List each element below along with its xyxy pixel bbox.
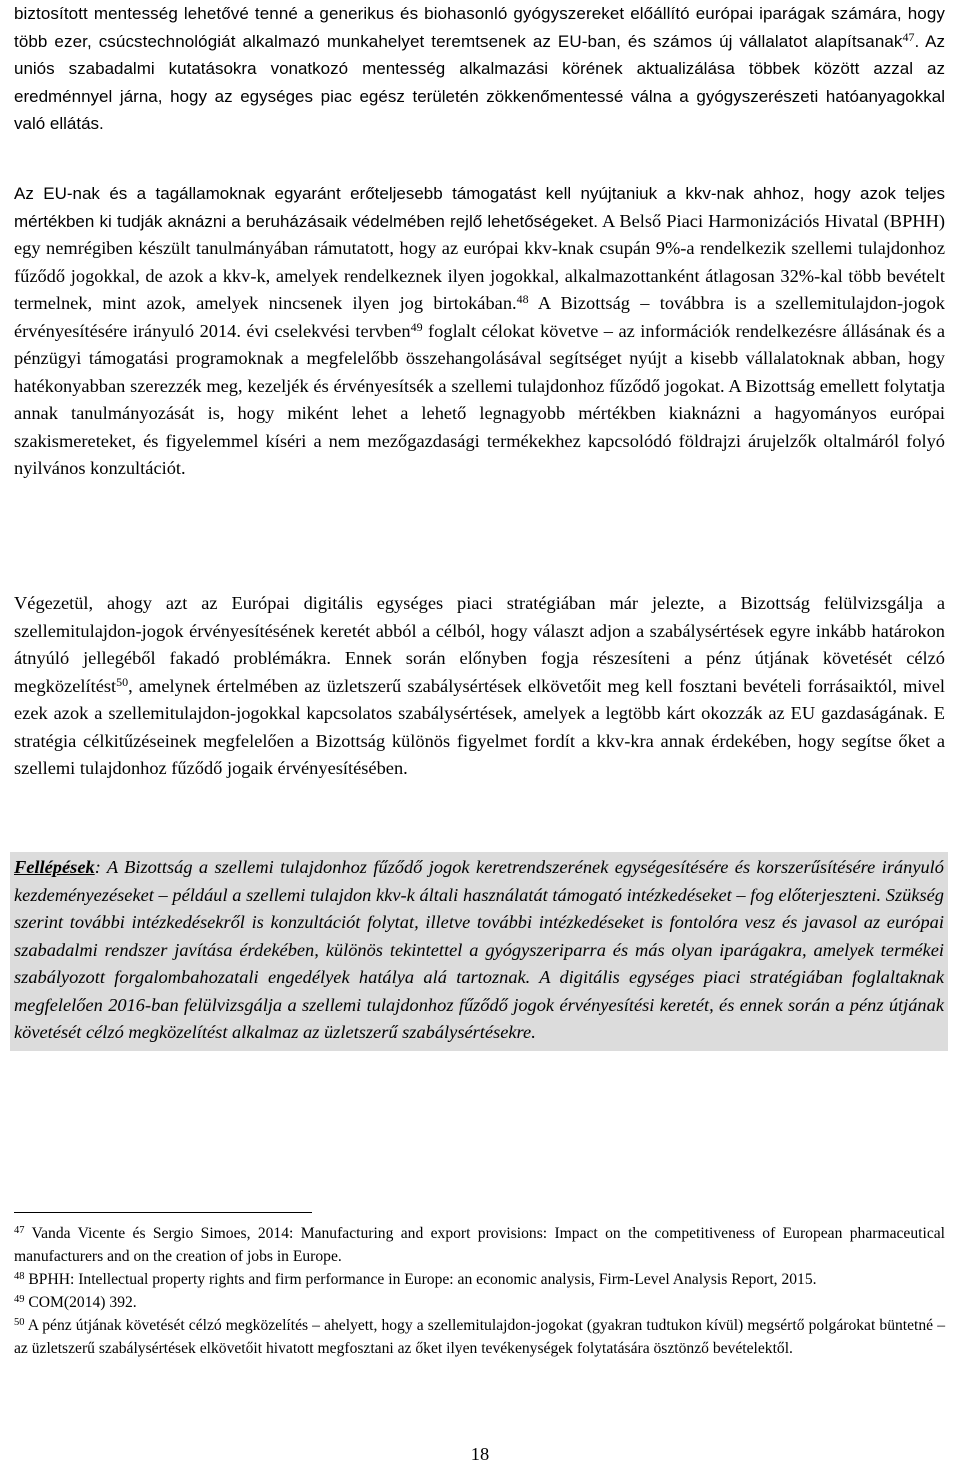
- footnote-number: 49: [14, 1294, 25, 1305]
- footnote-ref-50[interactable]: 50: [116, 674, 129, 689]
- footnote-49: [14, 1291, 945, 1314]
- footnote-48: [14, 1268, 945, 1291]
- footnote-47: [14, 1222, 945, 1268]
- paragraph-1-rest: . Az uniós szabadalmi kutatásokra vonatkozó mentesség alkalmazási körének aktualizálása többek között azzal az eredménnyel járna, hogy az egységes piac egész területén zökkenőmentessé válna a gyógyszerészeti hatóanyagokkal való ellátás.: [14, 31, 945, 133]
- paragraph-2-part-c: foglalt célokat követve – az információk rendelkezésre állásának és a pénzügyi támogatási programoknak a megfelelőbb összehangolásával segítséget nyújt a kisebb vállalatoknak abban, hogy hatékonyabban szerezzék meg, kezeljék és érvényesítsék a szellemi tulajdonhoz fűződő jogokat. A Bizottság emellett folytatja annak tanulmányozását is, hogy miként lehet a lehető legnagyobb mértékben kiaknázni a hagyományos európai szakismereteket, és figyelemmel kíséri a nem mezőgazdasági termékekhez kapcsolódó földrajzi árujelzők oltalmáról folyó nyilvános konzultációt.: [14, 320, 946, 478]
- actions-paragraph: [14, 854, 944, 1047]
- footnote-ref-47[interactable]: 47: [902, 29, 915, 44]
- page-number: 18: [470, 1444, 490, 1464]
- paragraph-3-part-a: Végezetül, ahogy azt az Európai digitális egységes piaci stratégiában már jelezte, a Bizottság felülvizsgálja a szellemitulajdon-jogok érvényesítésének keretét abból a célból, hogy választ adjon a szabálysértések egyre inkább határokon átnyúló jellegéből fakadó problémákra. Ennek során előnyben fogja részesíteni a pénz útjának követését célzó megközelítést: [14, 593, 945, 696]
- paragraph-2-part-b: A Bizottság – továbbra is a szellemitulajdon-jogok érvényesítésére irányuló 2014. évi cselekvési tervben: [14, 293, 945, 341]
- actions-text: : A Bizottság a szellemi tulajdonhoz fűződő jogok keretrendszerének egységesítésére és korszerűsítésére irányuló kezdeményezéseket – például a szellemi tulajdon kkv-k általi használatát támogató intézkedéseket – fog előterjeszteni. Szükség szerint további intézkedésekről is konzultációt folytat, illetve további intézkedéseket is fontolóra vesz és javasol az európai szabadalmi rendszer javítása érdekében, különös tekintettel a gyógyszeriparra és más olyan iparágakra, amelyek termékei szabályozott forgalombahozatali engedélyek hatálya alá tartoznak. A digitális egységes piaci stratégiában foglaltaknak megfelelően 2016-ban felülvizsgálja a szellemi tulajdonhoz fűződő jogok érvényesítési keretét, és ennek során a pénz útjának követését célzó megközelítést alkalmaz az üzletszerű szabálysértésekre.: [14, 857, 944, 1042]
- footnote-text: BPHH: Intellectual property rights and firm performance in Europe: an economic analysis, Firm-Level Analysis Report, 2015.: [24, 1271, 817, 1288]
- footnote-50: [14, 1314, 945, 1360]
- paragraph-2-part-a: A Belső Piaci Harmonizációs Hivatal (BPHH) egy nemrégiben készült tanulmányában rámutatott, hogy az európai kkv-knak csupán 9%-a rendelkezik szellemi tulajdonhoz fűződő jogokkal, de azok a kkv-k, amelyek rendelkeznek ilyen jogokkal, alkalmazottanként átlagosan 32%-kal több bevételt termelnek, mint azok, amelyek nincsenek ilyen jog birtokában.: [14, 210, 945, 313]
- footnote-text: COM(2014) 392.: [24, 1294, 137, 1311]
- footnote-ref-48[interactable]: 48: [516, 292, 529, 306]
- footnote-ref-49[interactable]: 49: [410, 319, 423, 334]
- paragraph-1: [14, 0, 945, 138]
- paragraph-3-part-b: , amelynek értelmében az üzletszerű szabálysértések elkövetőit meg kell fosztani bevételi forrásaiktól, mivel ezek azok a szellemitulajdon-jogokkal kapcsolatos szabálysértések, amelyek a legtöbb kárt okozzák az EU gazdaságának. E stratégia célkitűzéseinek megfelelően a Bizottság különös figyelmet fordít a kkv-kra annak érdekében, hogy segítse őket a szellemi tulajdonhoz fűződő jogaik érvényesítésében.: [14, 675, 945, 778]
- paragraph-2-lead: Az EU-nak és a tagállamoknak egyaránt erőteljesebb támogatást kell nyújtaniuk a kkv-nak ahhoz, hogy azok teljes mértékben ki tudják aknázni a beruházásaik védelmében rejlő lehetőségeket.: [14, 184, 945, 231]
- footnote-number: 50: [14, 1317, 25, 1328]
- paragraph-1-lead: biztosított mentesség lehetővé tenné a generikus és biohasonló gyógyszereket előállító európai iparágak számára, hogy több ezer, csúcstechnológiát alkalmazó munkahelyet teremtsenek az EU-ban, és számos új vállalatot alapítsanak: [14, 4, 945, 51]
- paragraph-2: [14, 180, 945, 483]
- actions-box: [10, 852, 948, 1051]
- footnote-number: 48: [14, 1271, 25, 1282]
- footnotes: [14, 1222, 945, 1360]
- footnote-text: A pénz útjának követését célzó megközelítés – ahelyett, hogy a szellemitulajdon-jogokat (gyakran tudtukon kívül) megsértő polgárokat büntetné – az üzletszerű szabálysértések elkövetőit hivatott megfosztani az őket ilyen tevékenységek folytatására ösztönző bevételektől.: [14, 1317, 945, 1357]
- actions-label: Fellépések: [14, 857, 95, 877]
- footnote-text: Vanda Vicente és Sergio Simoes, 2014: Manufacturing and export provisions: Impact on the competitiveness of European pharmaceutical manufacturers and on the creation of jobs in Europe.: [14, 1225, 945, 1265]
- footnote-separator: [14, 1212, 312, 1213]
- footnote-number: 47: [14, 1225, 25, 1236]
- paragraph-3: [14, 590, 945, 783]
